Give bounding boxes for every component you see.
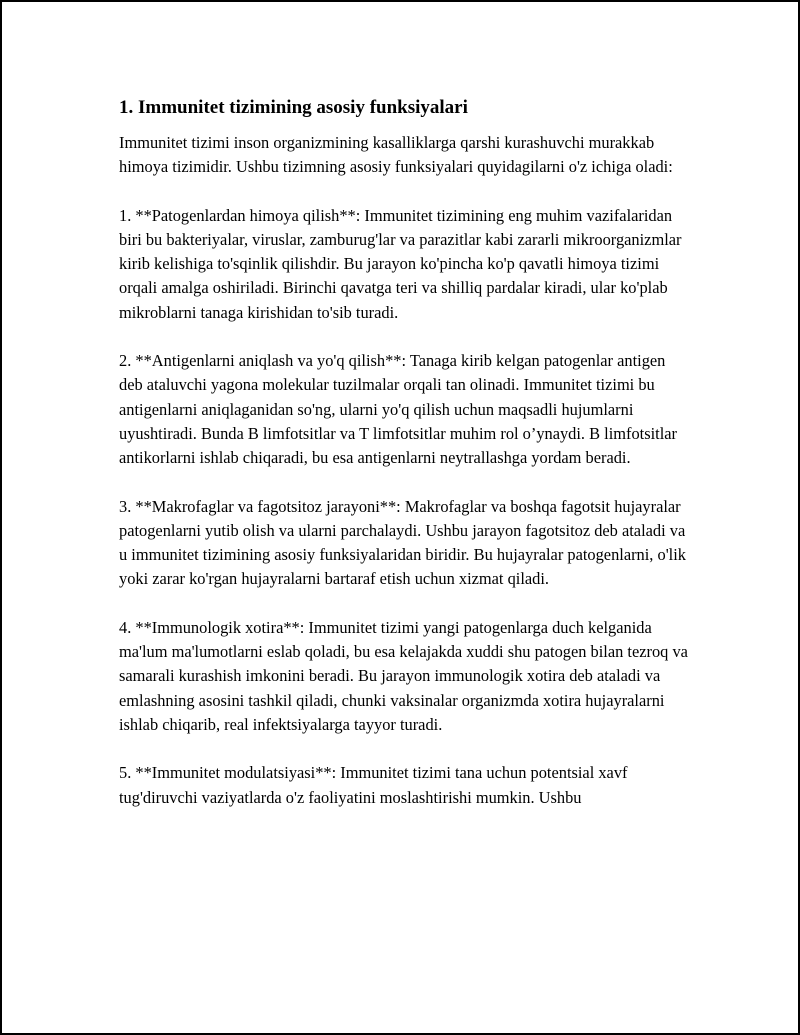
paragraph-antigen-detection: 2. **Antigenlarni aniqlash va yo'q qilish**: Tanaga kirib kelgan patogenlar antigen deb ataluvchi yagona molekular tuzilmalar orqali tan olinadi. Immunitet tizimi bu antigenlarni aniqlaganidan so'ng, ularni yo'q qilish uchun maqsadli hujumlarni uyushtiradi. Bunda B limfotsitlar va T limfotsitlar muhim rol o’ynaydi. B limfotsitlar antikorlarni ishlab chiqaradi, bu esa antigenlarni neytrallashga yordam beradi. — [119, 351, 677, 468]
document-body — [119, 94, 691, 834]
section-heading: 1. Immunitet tizimining asosiy funksiyalari — [119, 97, 468, 118]
intro-paragraph: Immunitet tizimi inson organizmining kasalliklarga qarshi kurashuvchi murakkab himoya tizimidir. Ushbu tizimning asosiy funksiyalari quyidagilarni o'z ichiga oladi: — [119, 133, 673, 177]
paragraph-pathogen-protection: 1. **Patogenlardan himoya qilish**: Immunitet tizimining eng muhim vazifalaridan biri bu bakteriyalar, viruslar, zamburug'lar va parazitlar kabi zararli mikroorganizmlar kirib kelishiga to'sqinlik qilishdir. Bu jarayon ko'pincha ko'p qavatli himoya tizimi orqali amalga oshiriladi. Birinchi qavatga teri va shilliq pardalar kiradi, ular ko'plab mikroblarni tanaga kirishidan to'sib turadi. — [119, 205, 682, 322]
paragraph-immune-modulation: 5. **Immunitet modulatsiyasi**: Immunitet tizimi tana uchun potentsial xavf tug'diruvchi vaziyatlarda o'z faoliyatini moslashtirishi mumkin. Ushbu — [119, 763, 628, 807]
paragraph-macrophages-phagocytosis: 3. **Makrofaglar va fagotsitoz jarayoni**: Makrofaglar va boshqa fagotsit hujayralar patogenlarni yutib olish va ularni parchalaydi. Ushbu jarayon fagotsitoz deb ataladi va u immunitet tizimining asosiy funksiyalaridan biridir. Bu hujayralar patogenlarni, o'lik yoki zarar ko'rgan hujayralarni bartaraf etish uchun xizmat qiladi. — [119, 496, 686, 589]
paragraph-immunological-memory: 4. **Immunologik xotira**: Immunitet tizimi yangi patogenlarga duch kelganida ma'lum ma'lumotlarni eslab qoladi, bu esa kelajakda xuddi shu patogen bilan tezroq va samarali kurashish imkonini beradi. Bu jarayon immunologik xotira deb ataladi va emlashning asosini tashkil qiladi, chunki vaksinalar organizmda xotira hujayralarni ishlab chiqarib, real infektsiyalarga tayyor turadi. — [119, 617, 688, 734]
